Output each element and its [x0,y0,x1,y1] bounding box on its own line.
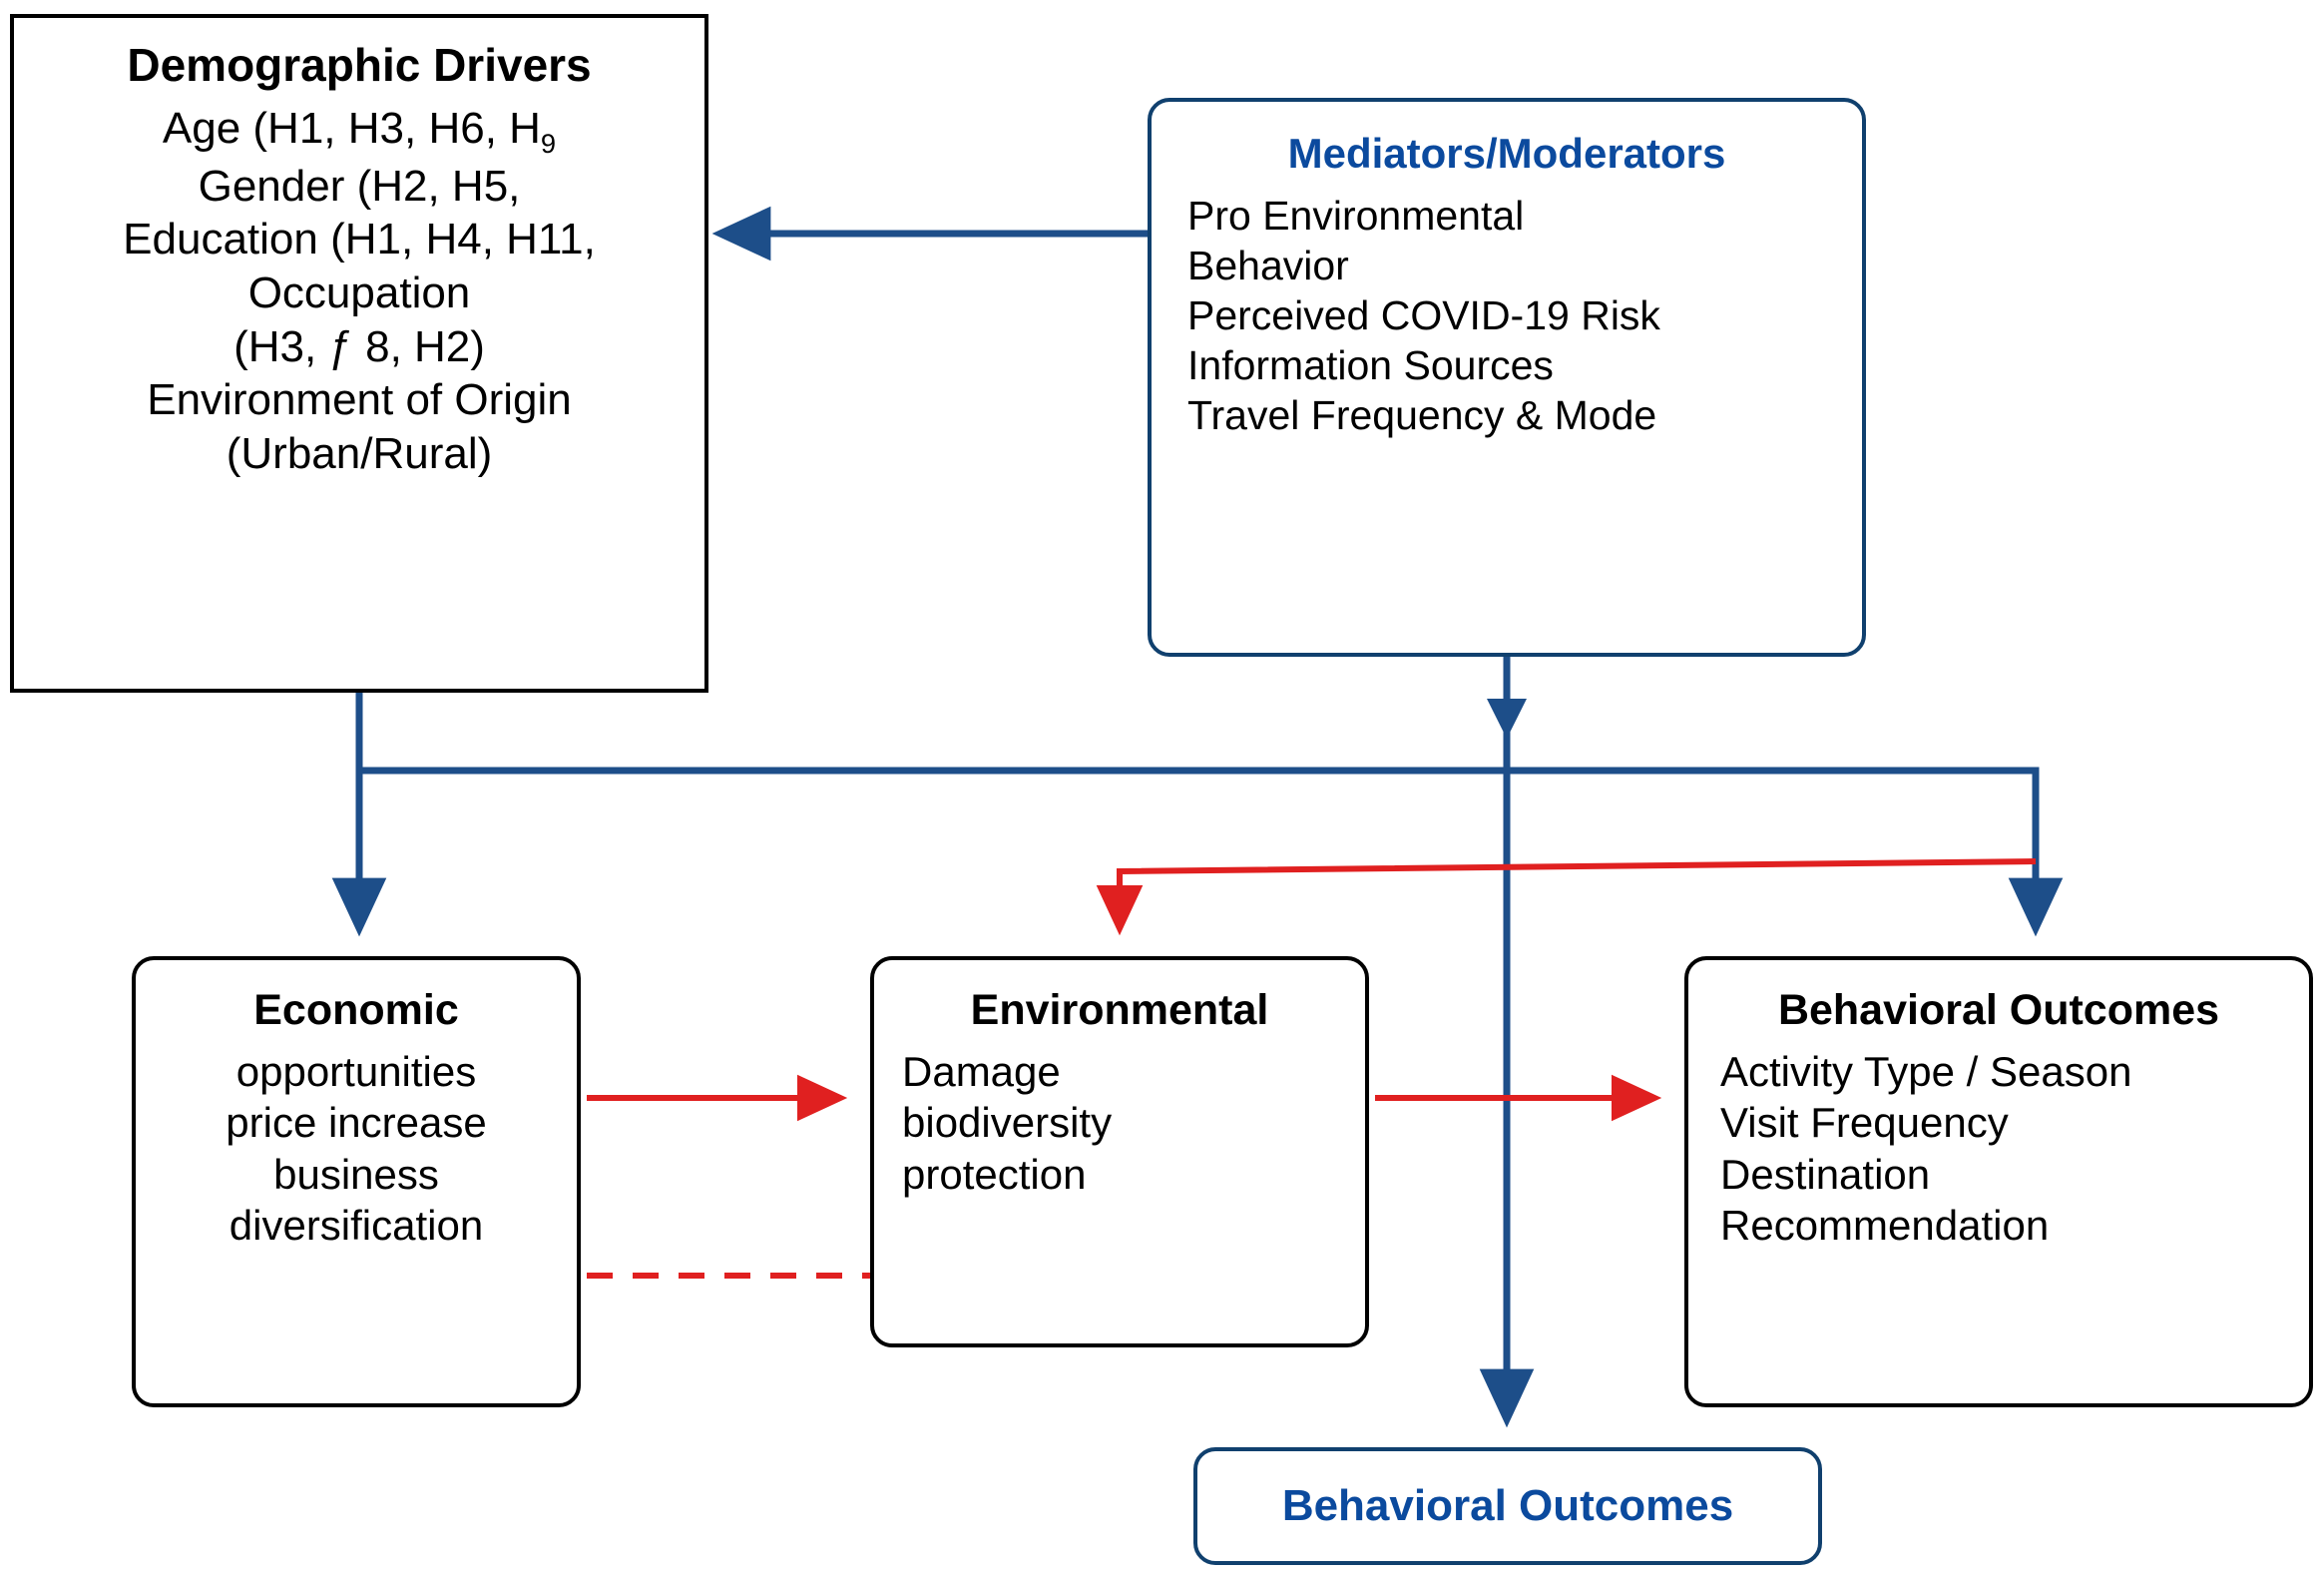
node-line: Pro Environmental [1187,193,1525,240]
node-line: (H3, ƒ 8, H2) [233,321,485,371]
node-line: Travel Frequency & Mode [1187,392,1657,439]
node-line: Behavior [1187,243,1349,289]
node-line: diversification [229,1201,484,1249]
node-line: Recommendation [1720,1201,2050,1249]
node-title: Behavioral Outcomes [1281,1481,1734,1531]
age-subscript: 9 [540,127,557,159]
node-body [123,102,596,481]
connector-demographics-branch [359,693,2036,928]
node-line: Gender (H2, H5, [198,161,521,211]
node-title: Demographic Drivers [127,39,592,91]
node-demographic-drivers[interactable] [10,14,708,693]
node-mediators-moderators[interactable] [1148,98,1866,657]
connector-behavioral-feedback-to-environmental [1120,861,2036,928]
node-title: Economic [253,986,459,1034]
node-line: opportunities [235,1048,477,1096]
node-line: (Urban/Rural) [226,428,493,478]
node-line: Perceived COVID-19 Risk [1187,292,1660,339]
node-title: Environmental [970,986,1269,1034]
node-line: Activity Type / Season [1720,1048,2132,1096]
node-line: protection [902,1150,1087,1198]
node-line: Occupation [247,267,471,317]
node-economic[interactable] [132,956,581,1407]
node-title: Mediators/Moderators [1287,130,1726,177]
node-body [1152,191,1660,440]
node-line: Visit Frequency [1720,1099,2009,1147]
node-line: Damage [902,1048,1061,1096]
connector-mediators-to-behavioral-blue [1487,657,1527,1419]
node-line: Age (H1, H3, H6, $H_9$ [162,103,557,159]
node-body [884,1046,1112,1200]
node-environmental[interactable] [870,956,1369,1347]
node-line: Information Sources [1187,342,1554,389]
node-line: Education (H1, H4, H11, [123,215,596,264]
node-title: Behavioral Outcomes [1777,986,2220,1034]
node-behavioral-outcomes[interactable] [1684,956,2313,1407]
node-line: biodiversity [902,1099,1113,1147]
node-behavioral-outcomes-blue[interactable] [1193,1447,1822,1565]
node-line: Destination [1720,1150,1931,1198]
node-line: business [273,1150,439,1198]
node-line: Environment of Origin [147,375,572,425]
node-body [226,1046,486,1251]
node-line: price increase [226,1099,487,1147]
node-body [1698,1046,2131,1251]
